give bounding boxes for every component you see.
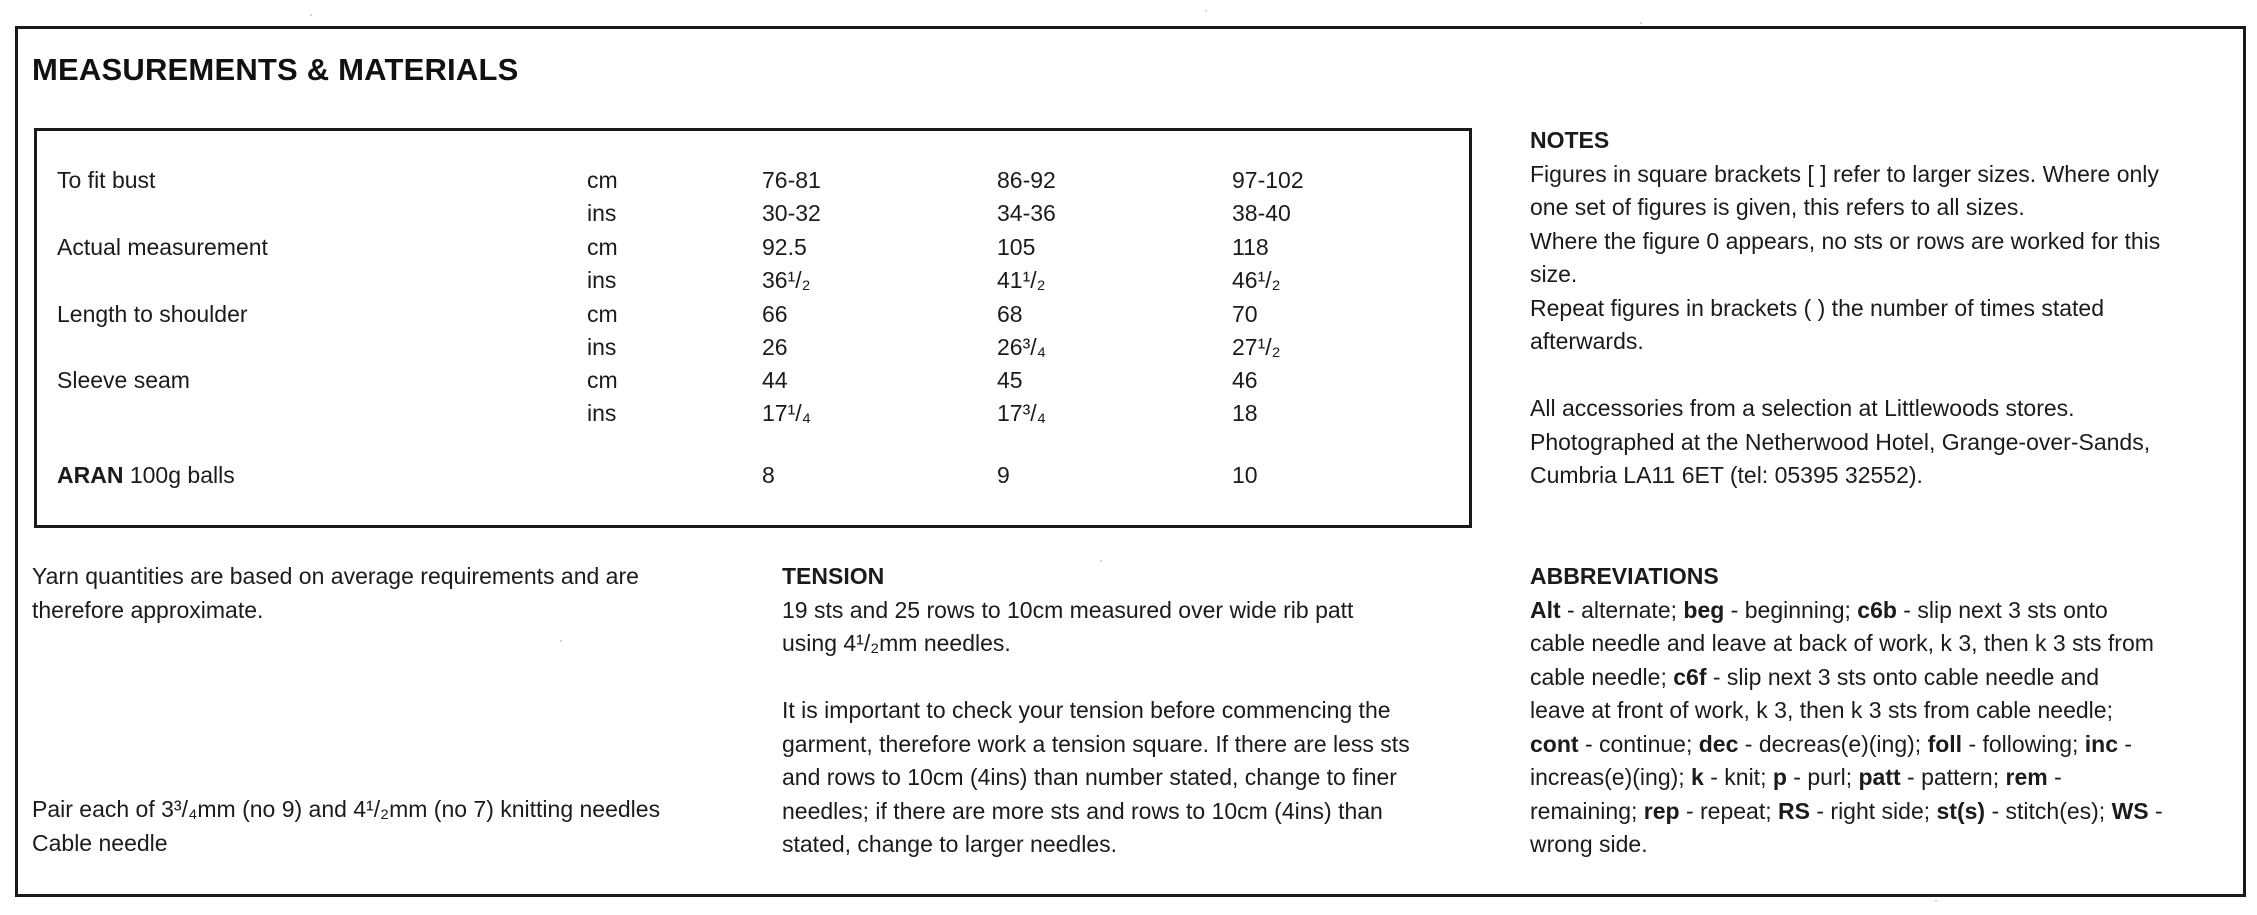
abbreviation-term: WS [2111,797,2149,824]
abbreviations-line: leave at front of work, k 3, then k 3 sts from cable needle; [1530,697,2113,723]
measurement-value: 17³/₄ [997,400,1047,426]
measurement-row [37,264,1469,296]
abbreviation-term: k [1691,764,1704,790]
abbreviation-term: inc [2084,730,2119,757]
yarn-label: ARAN 100g balls [57,462,235,488]
abbreviation-term: RS [1778,797,1810,824]
abbreviation-term: beg [1683,596,1725,623]
measurement-row [37,231,1469,263]
measurement-unit: cm [587,167,618,193]
measurement-unit: ins [587,400,617,426]
measurement-value: 46 [1232,367,1258,393]
abbreviation-term: p [1772,764,1787,790]
page-title: MEASUREMENTS & MATERIALS [32,52,519,87]
measurement-value: 34-36 [997,200,1056,226]
tension-line: It is important to check your tension before commencing the [782,697,1391,723]
yarn-note [32,560,732,627]
abbreviations-line: cont - continue; dec - decreas(e)(ing); foll - following; inc - [1530,730,2133,757]
measurement-value: 44 [762,367,788,393]
measurement-value: 38-40 [1232,200,1291,226]
measurement-value: 30-32 [762,200,821,226]
measurement-value: 17¹/₄ [762,400,812,426]
tension-line: needles; if there are more sts and rows to 10cm (4ins) than [782,797,1383,824]
measurement-row [37,397,1469,429]
measurement-value: 105 [997,234,1036,260]
measurement-unit: ins [587,334,617,360]
yarn-note-line: Yarn quantities are based on average requirements and are [32,563,639,589]
abbreviation-term: Alt [1530,596,1561,623]
tension-line: garment, therefore work a tension square. If there are less sts [782,730,1410,757]
tension-line: stated, change to larger needles. [782,831,1118,857]
notes-line: Where the figure 0 appears, no sts or rows are worked for this [1530,227,2161,254]
abbreviation-term: c6f [1673,663,1707,690]
measurement-row [37,331,1469,363]
yarn-note-line: therefore approximate. [32,596,264,623]
measurement-value: 41¹/₂ [997,267,1046,293]
notes-line: afterwards. [1530,328,1644,354]
tension-line: and rows to 10cm (4ins) than number stated, change to finer [782,764,1397,790]
measurement-row [37,298,1469,330]
measurement-value: 92.5 [762,234,807,260]
abbreviations-line: remaining; rep - repeat; RS - right side; st(s) - stitch(es); WS - [1530,797,2163,824]
measurement-value: 26 [762,334,788,360]
notes-line: Repeat figures in brackets ( ) the number of times stated [1530,294,2104,321]
measurement-value: 86-92 [997,167,1056,193]
credits-line: Photographed at the Netherwood Hotel, Grange-over-Sands, [1530,428,2151,455]
measurement-value: 66 [762,301,788,327]
abbreviations-heading: ABBREVIATIONS [1530,563,1719,589]
abbreviations-line: wrong side. [1530,831,1648,857]
measurement-label: To fit bust [57,167,156,193]
measurement-value: 26³/₄ [997,334,1047,360]
credits-line: All accessories from a selection at Littlewoods stores. [1530,395,2075,421]
needles-line: Pair each of 3³/₄mm (no 9) and 4¹/₂mm (no 7) knitting needles [32,796,661,822]
abbreviation-term: rep [1643,797,1680,824]
measurement-value: 18 [1232,400,1258,426]
notes-section [1530,124,2230,493]
measurement-value: 68 [997,301,1023,327]
measurement-value: 45 [997,367,1023,393]
measurements-table [34,128,1472,528]
tension-line: 19 sts and 25 rows to 10cm measured over wide rib patt [782,596,1354,623]
notes-line: Figures in square brackets [ ] refer to larger sizes. Where only [1530,160,2159,187]
measurement-unit: cm [587,367,618,393]
measurement-label: Length to shoulder [57,301,248,327]
notes-line: size. [1530,261,1578,287]
needles-line: Cable needle [32,829,168,856]
measurement-unit: ins [587,200,617,226]
measurement-value: 97-102 [1232,167,1304,193]
notes-line: one set of figures is given, this refers to all sizes. [1530,194,2025,220]
measurement-unit: cm [587,301,618,327]
measurement-label: Actual measurement [57,234,268,260]
tension-line: using 4¹/₂mm needles. [782,630,1011,656]
yarn-row [37,459,1469,491]
measurement-value: 70 [1232,301,1258,327]
abbreviation-term: c6b [1857,596,1897,623]
abbreviation-term: cont [1530,730,1579,757]
yarn-balls-value: 8 [762,462,775,488]
abbreviation-term: dec [1698,730,1739,757]
measurement-label: Sleeve seam [57,367,190,393]
measurement-value: 76-81 [762,167,821,193]
measurement-unit: ins [587,267,617,293]
credits-line: Cumbria LA11 6ET (tel: 05395 32552). [1530,462,1923,488]
tension-heading: TENSION [782,563,885,589]
needles-list [32,793,772,860]
abbreviations-line: increas(e)(ing); k - knit; p - purl; patt - pattern; rem - [1530,764,2062,790]
measurement-value: 27¹/₂ [1232,334,1281,360]
abbreviations-line: cable needle and leave at back of work, k 3, then k 3 sts from [1530,630,2154,656]
abbreviations-line: Alt - alternate; beg - beginning; c6b - slip next 3 sts onto [1530,596,2108,623]
abbreviation-term: foll [1927,730,1963,757]
measurement-row [37,164,1469,196]
yarn-balls-value: 9 [997,462,1010,488]
abbreviation-term: st(s) [1936,797,1986,824]
abbreviations-line: cable needle; c6f - slip next 3 sts onto cable needle and [1530,663,2100,690]
measurement-unit: cm [587,234,618,260]
abbreviation-term: patt [1858,764,1901,790]
notes-heading: NOTES [1530,127,1610,153]
abbreviations-section [1530,560,2240,862]
measurement-value: 36¹/₂ [762,267,811,293]
tension-section [782,560,1482,862]
yarn-balls-value: 10 [1232,462,1258,488]
abbreviation-term: rem [2005,764,2048,790]
measurement-value: 46¹/₂ [1232,267,1281,293]
measurement-row [37,197,1469,229]
measurement-value: 118 [1232,234,1269,260]
measurement-row [37,364,1469,396]
